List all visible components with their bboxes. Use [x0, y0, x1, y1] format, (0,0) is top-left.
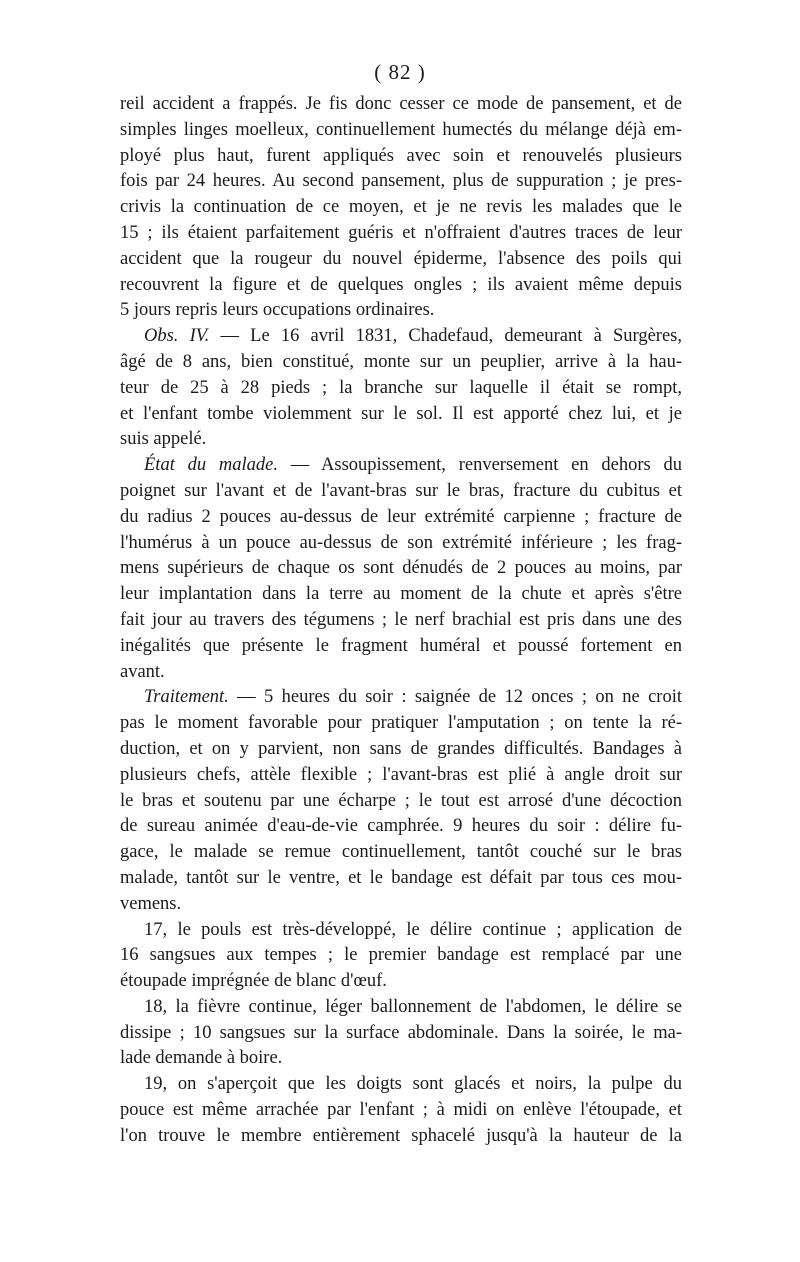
text-line: le bras et soutenu par une écharpe ; le tout est arrosé d'une décoction [120, 790, 682, 811]
text-line: teur de 25 à 28 pieds ; la branche sur laquelle il était se rompt, [120, 377, 682, 398]
paragraph-day-19 [120, 1072, 682, 1149]
text-line: recouvrent la figure et de quelques ongles ; ils avaient même depuis [120, 274, 682, 295]
text-line: pouce est même arrachée par l'enfant ; à midi on enlève l'étoupade, et [120, 1100, 682, 1121]
text-line: poignet sur l'avant et de l'avant-bras sur le bras, fracture du cubitus et [120, 480, 682, 501]
paragraph-day-17 [120, 918, 682, 995]
text-line: de sureau animée d'eau-de-vie camphrée. 9 heures du soir : délire fu- [120, 816, 682, 837]
text-line: crivis la continuation de ce moyen, et je ne revis les malades que le [120, 197, 682, 218]
text-line: duction, et on y parvient, non sans de grandes difficultés. Bandages à [120, 738, 682, 759]
text-line: 16 sangsues aux tempes ; le premier bandage est remplacé par une [120, 945, 682, 966]
paragraph-continuation [120, 92, 682, 324]
text-line: avant. [120, 661, 165, 682]
text-line-lead [120, 324, 682, 350]
text-line: fait jour au travers des tégumens ; le nerf brachial est pris dans une des [120, 609, 682, 630]
text-line: et l'enfant tombe violemment sur le sol. Il est apporté chez lui, et je [120, 403, 682, 424]
text-line: accident que la rougeur du nouvel épiderme, l'absence des poils qui [120, 248, 682, 269]
section-lead: État du malade. [144, 455, 278, 476]
text-line: mens supérieurs de chaque os sont dénudés de 2 pouces au moins, par [120, 558, 682, 579]
section-lead: Traitement. [144, 687, 229, 708]
text-line: inégalités que présente le fragment huméral et poussé fortement en [120, 635, 682, 656]
text-line: l'on trouve le membre entièrement sphacelé jusqu'à la hauteur de la [120, 1125, 682, 1146]
text-line: pas le moment favorable pour pratiquer l'amputation ; on tente la ré- [120, 713, 682, 734]
section-lead: Obs. IV. [144, 326, 210, 347]
text-line: l'humérus à un pouce au-dessus de son extrémité inférieure ; les frag- [120, 532, 682, 553]
text-run: — Le 16 avril 1831, Chadefaud, demeurant à Surgères, [209, 326, 682, 347]
text-line: fois par 24 heures. Au second pansement, plus de suppuration ; je pres- [120, 171, 682, 192]
text-line: âgé de 8 ans, bien constitué, monte sur un peuplier, arrive à la hau- [120, 351, 682, 372]
text-line-lead [120, 685, 682, 711]
text-line: vemens. [120, 893, 182, 914]
text-line: lade demande à boire. [120, 1048, 283, 1069]
text-line: malade, tantôt sur le ventre, et le bandage est défait par tous ces mou- [120, 867, 682, 888]
text-line: leur implantation dans la terre au moment de la chute et après s'être [120, 584, 682, 605]
text-line: 5 jours repris leurs occupations ordinaires. [120, 300, 435, 321]
page-number: ( 82 ) [374, 60, 426, 84]
text-line: 18, la fièvre continue, léger ballonnement de l'abdomen, le délire se [144, 996, 682, 1017]
text-line: ployé plus haut, furent appliqués avec soin et renouvelés plusieurs [120, 145, 682, 166]
text-run: — 5 heures du soir : saignée de 12 onces ; on ne croit [228, 687, 682, 708]
text-line: simples linges moelleux, continuellement humectés du mélange déjà em- [120, 119, 682, 140]
text-line: suis appelé. [120, 429, 207, 450]
text-line: 17, le pouls est très-développé, le délire continue ; application de [144, 919, 682, 940]
paragraph-day-18 [120, 995, 682, 1072]
paragraph-patient-state [120, 453, 682, 685]
paragraph-treatment [120, 685, 682, 917]
text-line: gace, le malade se remue continuellement, tantôt couché sur le bras [120, 842, 682, 863]
paragraph-observation [120, 324, 682, 453]
text-line: 19, on s'aperçoit que les doigts sont glacés et noirs, la pulpe du [144, 1074, 682, 1095]
text-line: étoupade imprégnée de blanc d'œuf. [120, 971, 387, 992]
text-line-lead [120, 453, 682, 479]
body-text [120, 92, 682, 1150]
text-line: dissipe ; 10 sangsues sur la surface abdominale. Dans la soirée, le ma- [120, 1022, 682, 1043]
text-line: 15 ; ils étaient parfaitement guéris et n'offraient d'autres traces de leur [120, 222, 682, 243]
text-line: reil accident a frappés. Je fis donc cesser ce mode de pansement, et de [120, 94, 682, 114]
text-line: du radius 2 pouces au-dessus de leur extrémité carpienne ; fracture de [120, 506, 682, 527]
text-line: plusieurs chefs, attèle flexible ; l'avant-bras est plié à angle droit sur [120, 764, 682, 785]
text-run: — Assoupissement, renversement en dehors du [278, 455, 682, 476]
